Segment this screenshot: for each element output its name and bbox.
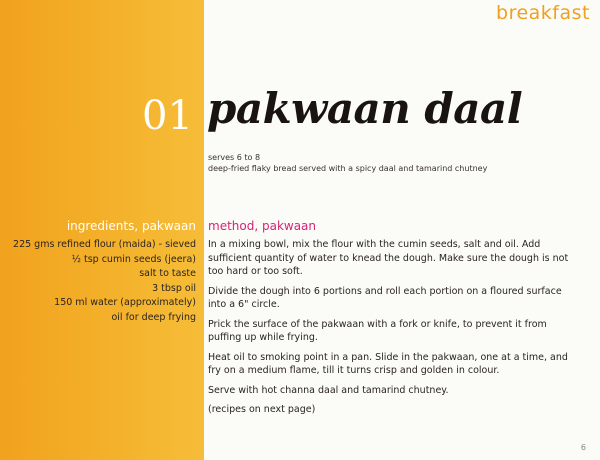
recipe-title: pakwaan daal [207, 84, 523, 133]
serves-text: serves 6 to 8 [208, 153, 261, 162]
next-page-note: (recipes on next page) [208, 404, 316, 415]
method-step: Serve with hot channa daal and tamarind chutney. [208, 384, 449, 396]
recipe-description: deep-fried flaky bread served with a spicy daal and tamarind chutney [208, 164, 488, 173]
method-step: Heat oil to smoking point in a pan. Slide in the pakwaan, one at a time, and fry on a medium flame, till it turns crisp and golden in colour. [208, 351, 568, 376]
method-step: In a mixing bowl, mix the flour with the cumin seeds, salt and oil. Add sufficient quantity of water to knead the dough. Make sure the dough is not too hard or too soft. [208, 239, 569, 277]
recipe-number: 01 [142, 93, 193, 139]
ingredients-section [0, 219, 196, 325]
ingredient-item: oil for deep frying [111, 311, 196, 323]
ingredient-item: salt to taste [139, 268, 196, 279]
ingredient-item: 150 ml water (approximately) [54, 297, 196, 308]
method-step: Divide the dough into 6 portions and roll each portion on a floured surface into a 6" circle. [208, 285, 562, 310]
method-heading: method, pakwaan [208, 219, 317, 233]
ingredients-list [0, 238, 196, 325]
ingredients-heading: ingredients, pakwaan [66, 219, 196, 233]
method-section [208, 219, 578, 423]
page-number: 6 [580, 443, 586, 452]
method-step: Prick the surface of the pakwaan with a fork or knife, to prevent it from puffing up while frying. [208, 318, 547, 343]
section-label: breakfast [496, 2, 590, 24]
ingredient-item: 3 tbsp oil [152, 282, 196, 294]
ingredient-item: 225 gms refined flour (maida) - sieved [13, 239, 196, 250]
ingredient-item: ½ tsp cumin seeds (jeera) [71, 253, 196, 265]
